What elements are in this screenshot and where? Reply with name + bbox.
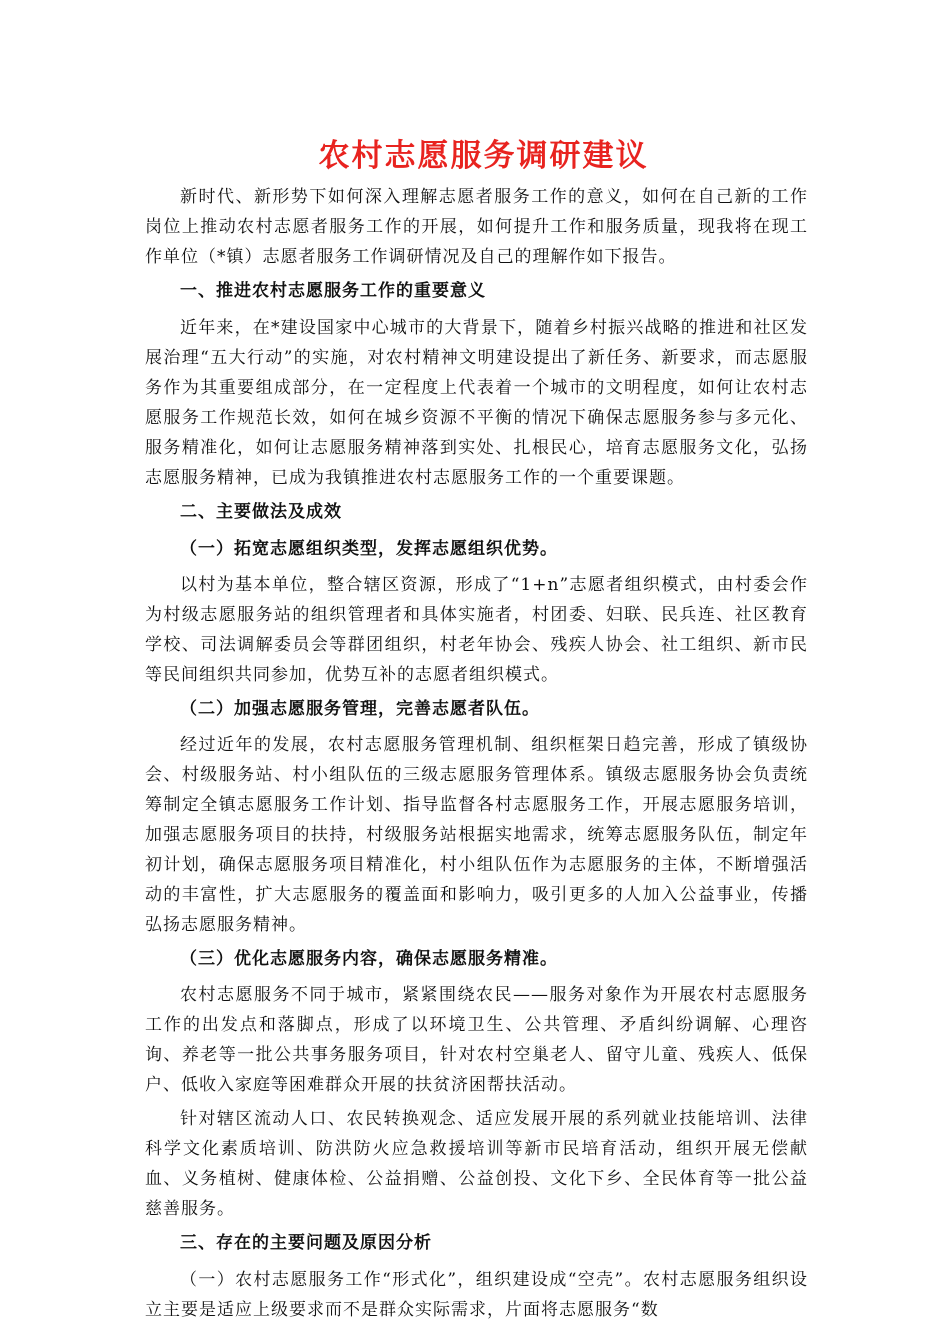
section-2-subheading-3: （三）优化志愿服务内容，确保志愿服务精准。 xyxy=(180,949,558,969)
document-title: 农村志愿服务调研建议 xyxy=(318,138,649,174)
section-2-subheading-2: （二）加强志愿服务管理，完善志愿者队伍。 xyxy=(180,699,540,719)
section-3-paragraph-1: （一）农村志愿服务工作“形式化”，组织建设成“空壳”。农村志愿服务组织设立主要是适应上级要求而不是群众实际需求，片面将志愿服务“数 xyxy=(145,1270,808,1320)
section-1-heading: 一、推进农村志愿服务工作的重要意义 xyxy=(180,281,486,301)
section-2-paragraph-2: 经过近年的发展，农村志愿服务管理机制、组织框架日趋完善，形成了镇级协会、村级服务站、村小组队伍的三级志愿服务管理体系。镇级志愿服务协会负责统筹制定全镇志愿服务工作计划、指导监督各村志愿服务工作，开展志愿服务培训，加强志愿服务项目的扶持，村级服务站根据实地需求，统筹志愿服务队伍，制定年初计划，确保志愿服务项目精准化，村小组队伍作为志愿服务的主体，不断增强活动的丰富性，扩大志愿服务的覆盖面和影响力，吸引更多的人加入公益事业，传播弘扬志愿服务精神。 xyxy=(145,735,808,935)
section-3-heading: 三、存在的主要问题及原因分析 xyxy=(180,1233,432,1253)
section-2-paragraph-3: 农村志愿服务不同于城市，紧紧围绕农民——服务对象作为开展农村志愿服务工作的出发点和落脚点，形成了以环境卫生、公共管理、矛盾纠纷调解、心理咨询、养老等一批公共事务服务项目，针对农村空巢老人、留守儿童、残疾人、低保户、低收入家庭等困难群众开展的扶贫济困帮扶活动。 xyxy=(145,985,808,1095)
section-2-paragraph-1: 以村为基本单位，整合辖区资源，形成了“1+n”志愿者组织模式，由村委会作为村级志愿服务站的组织管理者和具体实施者，村团委、妇联、民兵连、社区教育学校、司法调解委员会等群团组织，村老年协会、残疾人协会、社工组织、新市民等民间组织共同参加，优势互补的志愿者组织模式。 xyxy=(145,575,808,685)
section-1-paragraph: 近年来，在*建设国家中心城市的大背景下，随着乡村振兴战略的推进和社区发展治理“五大行动”的实施，对农村精神文明建设提出了新任务、新要求，而志愿服务作为其重要组成部分，在一定程度上代表着一个城市的文明程度，如何让农村志愿服务工作规范长效，如何在城乡资源不平衡的情况下确保志愿服务参与多元化、服务精准化，如何让志愿服务精神落到实处、扎根民心，培育志愿服务文化，弘扬志愿服务精神，已成为我镇推进农村志愿服务工作的一个重要课题。 xyxy=(145,318,808,488)
section-2-paragraph-4: 针对辖区流动人口、农民转换观念、适应发展开展的系列就业技能培训、法律科学文化素质培训、防洪防火应急救援培训等新市民培育活动，组织开展无偿献血、义务植树、健康体检、公益捐赠、公益创投、文化下乡、全民体育等一批公益慈善服务。 xyxy=(145,1109,808,1219)
section-2-subheading-1: （一）拓宽志愿组织类型，发挥志愿组织优势。 xyxy=(180,539,558,559)
intro-paragraph: 新时代、新形势下如何深入理解志愿者服务工作的意义，如何在自己新的工作岗位上推动农村志愿者服务工作的开展，如何提升工作和服务质量，现我将在现工作单位（*镇）志愿者服务工作调研情况及自己的理解作如下报告。 xyxy=(145,187,808,267)
section-2-heading: 二、主要做法及成效 xyxy=(180,502,342,522)
